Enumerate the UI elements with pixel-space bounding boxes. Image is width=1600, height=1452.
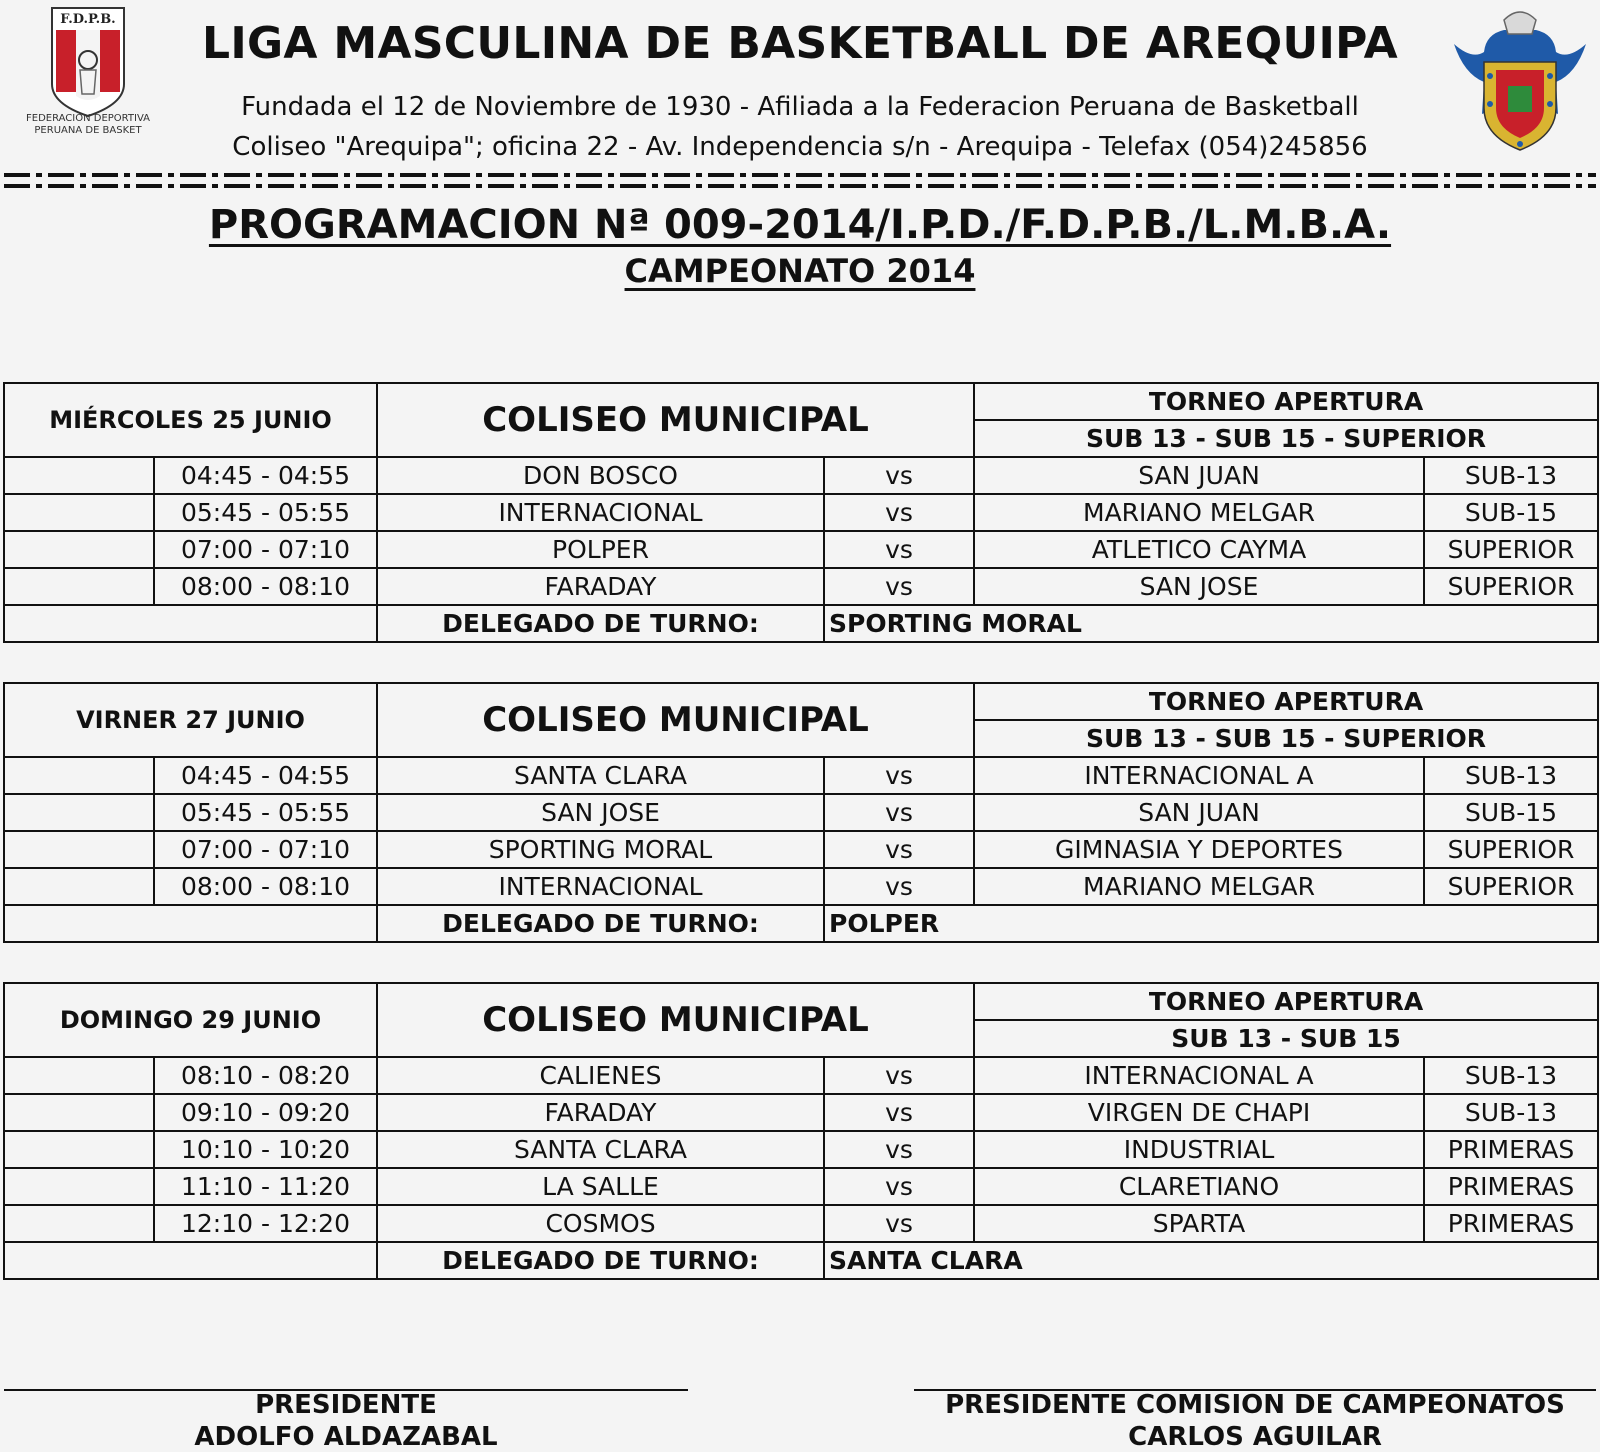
signature-name-left: ADOLFO ALDAZABAL	[194, 1422, 498, 1452]
programacion-title: PROGRAMACION Nª 009-2014/I.P.D./F.D.P.B./L.M.B.A.	[208, 202, 1392, 248]
match-home: FARADAY	[377, 1094, 824, 1131]
match-category: SUB-13	[1424, 1094, 1598, 1131]
match-away: MARIANO MELGAR	[974, 494, 1424, 531]
league-founding-line: Fundada el 12 de Noviembre de 1930 - Afiliada a la Federacion Peruana de Basketball	[241, 92, 1359, 122]
match-category: PRIMERAS	[1424, 1205, 1598, 1242]
schedule-venue: COLISEO MUNICIPAL	[377, 983, 974, 1057]
match-time: 04:45 - 04:55	[154, 457, 377, 494]
match-row	[4, 831, 1598, 868]
fdpb-shield-logo	[12, 4, 164, 142]
arequipa-coat-of-arms-icon	[1444, 4, 1596, 154]
schedule-categories: SUB 13 - SUB 15 - SUPERIOR	[974, 720, 1598, 757]
match-home: SANTA CLARA	[377, 1131, 824, 1168]
match-vs: vs	[824, 568, 974, 605]
match-blank	[4, 457, 154, 494]
match-time: 10:10 - 10:20	[154, 1131, 377, 1168]
schedule-tournament: TORNEO APERTURA	[974, 983, 1598, 1020]
match-category: SUB-13	[1424, 757, 1598, 794]
match-blank	[4, 568, 154, 605]
match-home: COSMOS	[377, 1205, 824, 1242]
league-address-line: Coliseo "Arequipa"; oficina 22 - Av. Independencia s/n - Arequipa - Telefax (054)245856	[232, 132, 1368, 162]
delegate-row	[4, 1242, 1598, 1279]
match-time: 12:10 - 12:20	[154, 1205, 377, 1242]
delegate-row	[4, 905, 1598, 942]
match-vs: vs	[824, 1094, 974, 1131]
match-away: VIRGEN DE CHAPI	[974, 1094, 1424, 1131]
delegate-label: DELEGADO DE TURNO:	[377, 1242, 824, 1279]
match-home: SPORTING MORAL	[377, 831, 824, 868]
match-category: SUB-13	[1424, 1057, 1598, 1094]
match-away: SAN JUAN	[974, 794, 1424, 831]
match-row	[4, 1168, 1598, 1205]
match-row	[4, 1205, 1598, 1242]
delegate-value: SANTA CLARA	[824, 1242, 1598, 1279]
match-home: INTERNACIONAL	[377, 494, 824, 531]
match-category: SUB-15	[1424, 794, 1598, 831]
match-home: DON BOSCO	[377, 457, 824, 494]
delegate-label: DELEGADO DE TURNO:	[377, 905, 824, 942]
match-time: 05:45 - 05:55	[154, 794, 377, 831]
match-row	[4, 1094, 1598, 1131]
match-home: CALIENES	[377, 1057, 824, 1094]
match-vs: vs	[824, 1205, 974, 1242]
match-time: 09:10 - 09:20	[154, 1094, 377, 1131]
match-row	[4, 531, 1598, 568]
match-category: SUB-15	[1424, 494, 1598, 531]
schedule-day: MIÉRCOLES 25 JUNIO	[4, 383, 377, 457]
match-home: FARADAY	[377, 568, 824, 605]
match-time: 07:00 - 07:10	[154, 531, 377, 568]
match-away: SAN JUAN	[974, 457, 1424, 494]
match-category: PRIMERAS	[1424, 1131, 1598, 1168]
match-row	[4, 1131, 1598, 1168]
match-blank	[4, 794, 154, 831]
header-separator	[4, 170, 1596, 192]
match-time: 04:45 - 04:55	[154, 757, 377, 794]
schedule-day: VIRNER 27 JUNIO	[4, 683, 377, 757]
match-vs: vs	[824, 794, 974, 831]
match-home: SANTA CLARA	[377, 757, 824, 794]
delegate-value: SPORTING MORAL	[824, 605, 1598, 642]
svg-text:F.D.P.B.: F.D.P.B.	[60, 12, 116, 27]
match-category: PRIMERAS	[1424, 1168, 1598, 1205]
match-category: SUPERIOR	[1424, 568, 1598, 605]
match-blank	[4, 1094, 154, 1131]
schedule-tournament: TORNEO APERTURA	[974, 383, 1598, 420]
match-vs: vs	[824, 1131, 974, 1168]
match-category: SUPERIOR	[1424, 831, 1598, 868]
match-time: 08:00 - 08:10	[154, 868, 377, 905]
match-vs: vs	[824, 457, 974, 494]
match-category: SUPERIOR	[1424, 531, 1598, 568]
schedule-categories: SUB 13 - SUB 15	[974, 1020, 1598, 1057]
match-category: SUPERIOR	[1424, 868, 1598, 905]
match-blank	[4, 531, 154, 568]
match-away: INTERNACIONAL A	[974, 1057, 1424, 1094]
match-away: GIMNASIA Y DEPORTES	[974, 831, 1424, 868]
delegate-blank	[4, 905, 377, 942]
match-time: 07:00 - 07:10	[154, 831, 377, 868]
match-time: 11:10 - 11:20	[154, 1168, 377, 1205]
delegate-row	[4, 605, 1598, 642]
match-home: LA SALLE	[377, 1168, 824, 1205]
schedule-venue: COLISEO MUNICIPAL	[377, 383, 974, 457]
match-away: SPARTA	[974, 1205, 1424, 1242]
match-away: ATLETICO CAYMA	[974, 531, 1424, 568]
match-row	[4, 794, 1598, 831]
match-away: MARIANO MELGAR	[974, 868, 1424, 905]
match-home: INTERNACIONAL	[377, 868, 824, 905]
match-blank	[4, 757, 154, 794]
match-row	[4, 757, 1598, 794]
match-vs: vs	[824, 494, 974, 531]
delegate-blank	[4, 1242, 377, 1279]
campeonato-title: CAMPEONATO 2014	[624, 252, 976, 290]
match-vs: vs	[824, 531, 974, 568]
match-row	[4, 1057, 1598, 1094]
match-blank	[4, 494, 154, 531]
schedule-table	[3, 382, 1599, 643]
league-title: LIGA MASCULINA DE BASKETBALL DE AREQUIPA	[201, 18, 1399, 69]
signature-title-right: PRESIDENTE COMISION DE CAMPEONATOS	[945, 1390, 1565, 1420]
svg-text:PERUANA DE BASKET: PERUANA DE BASKET	[34, 125, 142, 136]
match-away: INTERNACIONAL A	[974, 757, 1424, 794]
signature-title-left: PRESIDENTE	[255, 1390, 437, 1420]
delegate-blank	[4, 605, 377, 642]
match-row	[4, 568, 1598, 605]
schedule-venue: COLISEO MUNICIPAL	[377, 683, 974, 757]
match-blank	[4, 1205, 154, 1242]
match-time: 08:00 - 08:10	[154, 568, 377, 605]
match-row	[4, 868, 1598, 905]
match-row	[4, 494, 1598, 531]
match-home: POLPER	[377, 531, 824, 568]
signature-name-right: CARLOS AGUILAR	[1128, 1422, 1382, 1452]
match-away: SAN JOSE	[974, 568, 1424, 605]
match-blank	[4, 1131, 154, 1168]
match-away: INDUSTRIAL	[974, 1131, 1424, 1168]
schedule-table	[3, 982, 1599, 1280]
match-blank	[4, 831, 154, 868]
match-time: 08:10 - 08:20	[154, 1057, 377, 1094]
match-away: CLARETIANO	[974, 1168, 1424, 1205]
match-category: SUB-13	[1424, 457, 1598, 494]
svg-text:FEDERACION DEPORTIVA: FEDERACION DEPORTIVA	[26, 113, 150, 124]
schedule-day: DOMINGO 29 JUNIO	[4, 983, 377, 1057]
match-vs: vs	[824, 1057, 974, 1094]
match-vs: vs	[824, 831, 974, 868]
match-blank	[4, 868, 154, 905]
match-row	[4, 457, 1598, 494]
match-vs: vs	[824, 868, 974, 905]
schedule-tournament: TORNEO APERTURA	[974, 683, 1598, 720]
match-time: 05:45 - 05:55	[154, 494, 377, 531]
schedule-table	[3, 682, 1599, 943]
match-blank	[4, 1168, 154, 1205]
match-blank	[4, 1057, 154, 1094]
match-vs: vs	[824, 1168, 974, 1205]
delegate-label: DELEGADO DE TURNO:	[377, 605, 824, 642]
match-vs: vs	[824, 757, 974, 794]
delegate-value: POLPER	[824, 905, 1598, 942]
match-home: SAN JOSE	[377, 794, 824, 831]
schedule-categories: SUB 13 - SUB 15 - SUPERIOR	[974, 420, 1598, 457]
